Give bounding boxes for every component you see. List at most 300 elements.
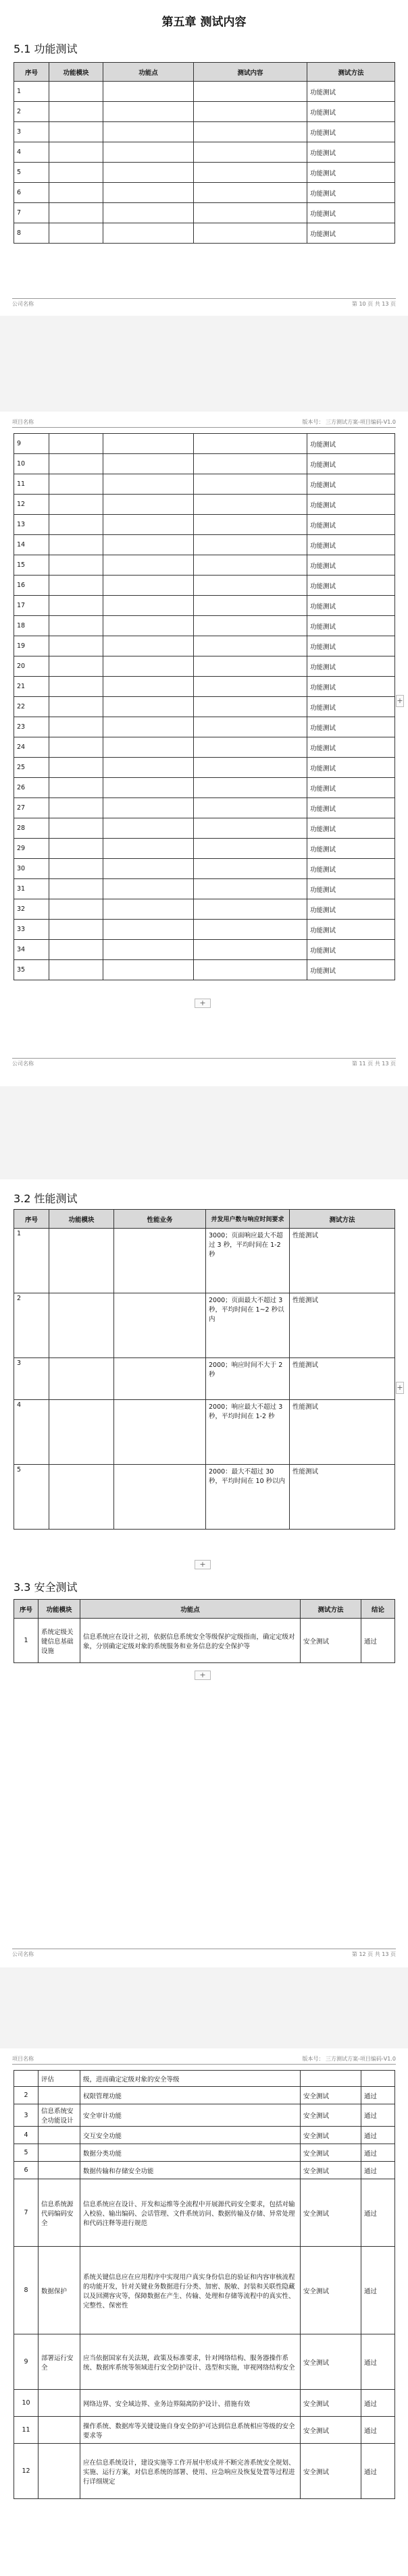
cell-method[interactable]: 安全测试	[301, 2390, 361, 2417]
cell-point[interactable]: 信息系统应在设计、开发和运维等全流程中开展源代码安全要求，包括对输入校验、输出编码、会话管理、文件系统访问、数据传输及存储、异常处理和代码注释等进行规范	[80, 2179, 301, 2247]
cell-result[interactable]: 通过	[361, 2127, 395, 2144]
cell-content[interactable]	[194, 839, 307, 859]
cell-method[interactable]: 功能测试	[307, 535, 395, 555]
cell-result[interactable]: 通过	[361, 2162, 395, 2179]
cell-method[interactable]: 功能测试	[307, 758, 395, 778]
cell-point[interactable]	[103, 899, 194, 920]
cell-method[interactable]: 功能测试	[307, 697, 395, 717]
table-row	[14, 2127, 395, 2144]
table-row	[14, 596, 395, 616]
security-table-part2	[14, 2070, 395, 2499]
cell-method[interactable]: 功能测试	[307, 656, 395, 677]
cell-method[interactable]: 功能测试	[307, 839, 395, 859]
table-row	[14, 677, 395, 697]
page-10	[0, 0, 408, 316]
cell-no[interactable]: 12	[14, 2444, 39, 2499]
page-gap	[0, 316, 408, 412]
cell-point[interactable]	[103, 677, 194, 697]
cell-method[interactable]: 安全测试	[301, 1619, 361, 1663]
cell-content[interactable]	[194, 122, 307, 142]
cell-method[interactable]: 功能测试	[307, 717, 395, 737]
cell-method[interactable]: 安全测试	[301, 2144, 361, 2162]
cell-result[interactable]: 通过	[361, 2087, 395, 2104]
cell-point[interactable]: 应当依据国家有关法规，政策及标准要求，针对网络结构、服务器操作系统、数据库系统等领域进行安全防护设计、选型和实施，审视网络结构安全	[80, 2334, 301, 2390]
cell-no[interactable]: 7	[14, 203, 49, 223]
cell-no[interactable]: 15	[14, 555, 49, 576]
cell-business[interactable]	[114, 1358, 206, 1400]
cell-content[interactable]	[194, 555, 307, 576]
cell-module[interactable]	[49, 859, 103, 879]
cell-module[interactable]	[39, 2144, 80, 2162]
cell-result[interactable]: 通过	[361, 2179, 395, 2247]
cell-content[interactable]	[194, 717, 307, 737]
cell-method[interactable]: 功能测试	[307, 555, 395, 576]
table-row	[14, 2417, 395, 2444]
cell-method[interactable]: 安全测试	[301, 2127, 361, 2144]
cell-module[interactable]	[49, 474, 103, 495]
footer-company: 公司名称	[12, 301, 34, 307]
cell-module[interactable]	[49, 203, 103, 223]
cell-module[interactable]	[49, 717, 103, 737]
cell-business[interactable]	[114, 1293, 206, 1358]
cell-method[interactable]: 安全测试	[301, 2087, 361, 2104]
cell-point[interactable]	[103, 717, 194, 737]
cell-point[interactable]	[103, 636, 194, 656]
cell-method[interactable]: 功能测试	[307, 636, 395, 656]
cell-method[interactable]: 性能测试	[290, 1465, 395, 1530]
footer-company: 公司名称	[12, 1061, 34, 1067]
cell-method[interactable]: 功能测试	[307, 737, 395, 758]
cell-no[interactable]: 29	[14, 839, 49, 859]
cell-point[interactable]	[103, 697, 194, 717]
cell-point[interactable]	[103, 434, 194, 454]
cell-module[interactable]	[49, 454, 103, 474]
cell-no[interactable]: 1	[14, 1229, 49, 1293]
cell-method[interactable]: 功能测试	[307, 677, 395, 697]
cell-no[interactable]: 4	[14, 1400, 49, 1465]
cell-no[interactable]: 28	[14, 818, 49, 839]
cell-no[interactable]: 3	[14, 122, 49, 142]
cell-point[interactable]	[103, 474, 194, 495]
cell-method[interactable]: 功能测试	[307, 122, 395, 142]
cell-no[interactable]: 4	[14, 2127, 39, 2144]
cell-method[interactable]: 功能测试	[307, 576, 395, 596]
cell-point[interactable]	[103, 555, 194, 576]
cell-no[interactable]: 5	[14, 2144, 39, 2162]
function-table-body-1	[14, 82, 395, 244]
cell-module[interactable]	[49, 1293, 114, 1358]
cell-content[interactable]	[194, 879, 307, 899]
cell-point[interactable]	[103, 576, 194, 596]
cell-module[interactable]	[49, 495, 103, 515]
cell-module[interactable]	[49, 142, 103, 163]
cell-no[interactable]: 26	[14, 778, 49, 798]
cell-module[interactable]	[49, 960, 103, 980]
cell-no[interactable]: 13	[14, 515, 49, 535]
table-row	[14, 818, 395, 839]
chapter-title: 第五章 测试内容	[161, 16, 247, 29]
cell-no[interactable]: 10	[14, 454, 49, 474]
cell-no[interactable]: 34	[14, 940, 49, 960]
col-header-content: 测试内容	[194, 63, 307, 82]
cell-requirement[interactable]: 2000；响应时间不大于 2 秒	[206, 1358, 290, 1400]
cell-no[interactable]: 35	[14, 960, 49, 980]
function-table-part2	[14, 433, 395, 980]
cell-no[interactable]: 4	[14, 142, 49, 163]
cell-point[interactable]	[103, 596, 194, 616]
cell-no[interactable]: 10	[14, 2390, 39, 2417]
cell-point[interactable]	[103, 859, 194, 879]
cell-point[interactable]	[103, 778, 194, 798]
cell-module[interactable]	[49, 223, 103, 244]
cell-method[interactable]: 功能测试	[307, 203, 395, 223]
cell-point[interactable]	[103, 102, 194, 122]
cell-module[interactable]	[49, 940, 103, 960]
cell-no[interactable]: 9	[14, 434, 49, 454]
cell-method[interactable]: 性能测试	[290, 1293, 395, 1358]
cell-module[interactable]: 信息系统源代码编码安全	[39, 2179, 80, 2247]
add-row-button[interactable]: +	[195, 999, 211, 1008]
cell-no[interactable]: 30	[14, 859, 49, 879]
cell-module[interactable]	[49, 163, 103, 183]
cell-content[interactable]	[194, 183, 307, 203]
cell-content[interactable]	[194, 616, 307, 636]
table-row	[14, 122, 395, 142]
cell-method[interactable]: 安全测试	[301, 2104, 361, 2127]
cell-no[interactable]: 23	[14, 717, 49, 737]
cell-method[interactable]: 功能测试	[307, 960, 395, 980]
cell-point[interactable]	[103, 920, 194, 940]
cell-requirement[interactable]: 2000；响应最大不超过 3 秒，平均时间在 1-2 秒	[206, 1400, 290, 1465]
cell-content[interactable]	[194, 656, 307, 677]
cell-point[interactable]	[103, 82, 194, 102]
cell-method[interactable]: 功能测试	[307, 616, 395, 636]
cell-method[interactable]: 安全测试	[301, 2444, 361, 2499]
cell-no[interactable]: 18	[14, 616, 49, 636]
cell-point[interactable]: 交互安全功能	[80, 2127, 301, 2144]
cell-content[interactable]	[194, 859, 307, 879]
cell-module[interactable]	[49, 677, 103, 697]
cell-content[interactable]	[194, 940, 307, 960]
footer-page-number: 第 11 页 共 13 页	[351, 1061, 396, 1067]
cell-content[interactable]	[194, 535, 307, 555]
cell-module[interactable]	[49, 1465, 114, 1530]
cell-content[interactable]	[194, 737, 307, 758]
cell-module[interactable]	[49, 183, 103, 203]
cell-method[interactable]: 功能测试	[307, 818, 395, 839]
col-header-point: 功能点	[103, 63, 194, 82]
cell-no[interactable]: 19	[14, 636, 49, 656]
cell-method[interactable]: 功能测试	[307, 434, 395, 454]
cell-content[interactable]	[194, 758, 307, 778]
cell-point[interactable]: 系统关键信息应在应用程序中实现用户真实身份信息的验证和内容审核流程的功能开发，针对关键业务数据进行分类、加密、脱敏、封装和关联性隐藏以及回溯容灾等，保障数据在产生、传输、处理和存储等流程中的真实性、完整性、保密性	[80, 2247, 301, 2334]
table-row	[14, 899, 395, 920]
cell-point[interactable]	[103, 656, 194, 677]
table-row	[14, 1358, 395, 1400]
cell-result[interactable]: 通过	[361, 2144, 395, 2162]
cell-module[interactable]	[49, 758, 103, 778]
cell-no[interactable]: 9	[14, 2334, 39, 2390]
cell-module[interactable]	[49, 434, 103, 454]
cell-point[interactable]: 安全审计功能	[80, 2104, 301, 2127]
cell-content[interactable]	[194, 142, 307, 163]
cell-module[interactable]	[49, 636, 103, 656]
cell-module[interactable]	[49, 697, 103, 717]
cell-content[interactable]	[194, 920, 307, 940]
cell-no[interactable]: 8	[14, 223, 49, 244]
section-title-security: 3.3 安全测试	[14, 1581, 78, 1594]
cell-method[interactable]: 功能测试	[307, 778, 395, 798]
cell-no[interactable]: 12	[14, 495, 49, 515]
cell-point[interactable]	[103, 142, 194, 163]
cell-method[interactable]: 功能测试	[307, 183, 395, 203]
cell-point[interactable]	[103, 122, 194, 142]
cell-point[interactable]	[103, 798, 194, 818]
cell-result[interactable]: 通过	[361, 2417, 395, 2444]
cell-business[interactable]	[114, 1465, 206, 1530]
cell-module[interactable]	[49, 1358, 114, 1400]
cell-no[interactable]: 5	[14, 1465, 49, 1530]
cell-point[interactable]	[103, 183, 194, 203]
cell-content[interactable]	[194, 223, 307, 244]
cell-point[interactable]: 级，进而确定定级对象的安全等级	[80, 2071, 301, 2087]
cell-point[interactable]	[103, 940, 194, 960]
cell-point[interactable]	[103, 737, 194, 758]
cell-content[interactable]	[194, 495, 307, 515]
cell-point[interactable]	[103, 223, 194, 244]
cell-method[interactable]: 功能测试	[307, 82, 395, 102]
cell-method[interactable]: 性能测试	[290, 1358, 395, 1400]
cell-point[interactable]	[103, 163, 194, 183]
cell-content[interactable]	[194, 515, 307, 535]
cell-point[interactable]	[103, 758, 194, 778]
cell-point[interactable]	[103, 960, 194, 980]
cell-point[interactable]: 数据分类功能	[80, 2144, 301, 2162]
cell-module[interactable]	[49, 839, 103, 859]
cell-module[interactable]	[49, 616, 103, 636]
page-gap	[0, 1967, 408, 2048]
cell-content[interactable]	[194, 454, 307, 474]
cell-module[interactable]: 评估	[39, 2071, 80, 2087]
cell-result[interactable]: 通过	[361, 2444, 395, 2499]
cell-point[interactable]	[103, 515, 194, 535]
cell-requirement[interactable]: 2000；页面最大不超过 3 秒，平均时间在 1~2 秒以内	[206, 1293, 290, 1358]
cell-module[interactable]	[49, 798, 103, 818]
cell-method[interactable]: 功能测试	[307, 223, 395, 244]
cell-no[interactable]: 17	[14, 596, 49, 616]
cell-no[interactable]: 3	[14, 2104, 39, 2127]
cell-point[interactable]: 应在信息系统设计，建设实施等工作开展中形成并不断完善系统安全规划、实施、运行方案，对信息系统的部署、使用、应急响应及恢复处置等过程进行详细规定	[80, 2444, 301, 2499]
cell-no[interactable]: 27	[14, 798, 49, 818]
cell-point[interactable]	[103, 495, 194, 515]
cell-content[interactable]	[194, 636, 307, 656]
cell-no[interactable]: 1	[14, 82, 49, 102]
cell-requirement[interactable]: 3000；页面响应最大不超过 3 秒，平均时间在 1-2 秒	[206, 1229, 290, 1293]
cell-content[interactable]	[194, 82, 307, 102]
cell-no[interactable]: 2	[14, 2087, 39, 2104]
cell-point[interactable]	[103, 454, 194, 474]
cell-module[interactable]	[39, 2444, 80, 2499]
cell-no[interactable]: 11	[14, 474, 49, 495]
cell-no[interactable]: 33	[14, 920, 49, 940]
cell-point[interactable]	[103, 203, 194, 223]
cell-no[interactable]: 6	[14, 2162, 39, 2179]
cell-module[interactable]	[39, 2127, 80, 2144]
cell-content[interactable]	[194, 434, 307, 454]
cell-requirement[interactable]: 2000：最大不超过 30 秒，平均时间在 10 秒以内	[206, 1465, 290, 1530]
cell-method[interactable]: 功能测试	[307, 859, 395, 879]
cell-method[interactable]: 安全测试	[301, 2417, 361, 2444]
cell-method[interactable]: 功能测试	[307, 102, 395, 122]
cell-module[interactable]: 数据保护	[39, 2247, 80, 2334]
cell-point[interactable]: 信息系统应在设计之初，依据信息系统安全等级保护定级指南，确定定级对象，分别确定定级对象的系统服务和业务信息的安全保护等	[80, 1619, 301, 1663]
cell-no[interactable]: 21	[14, 677, 49, 697]
table-row	[14, 142, 395, 163]
cell-content[interactable]	[194, 778, 307, 798]
cell-point[interactable]	[103, 839, 194, 859]
cell-method[interactable]: 安全测试	[301, 2162, 361, 2179]
cell-result[interactable]: 通过	[361, 1619, 395, 1663]
cell-result[interactable]: 通过	[361, 2104, 395, 2127]
cell-content[interactable]	[194, 203, 307, 223]
cell-business[interactable]	[114, 1229, 206, 1293]
cell-module[interactable]	[49, 1229, 114, 1293]
cell-point[interactable]	[103, 879, 194, 899]
cell-content[interactable]	[194, 960, 307, 980]
cell-module[interactable]	[49, 596, 103, 616]
add-row-button[interactable]: +	[195, 1671, 211, 1680]
col-header-no: 序号	[14, 63, 49, 82]
cell-module[interactable]	[49, 102, 103, 122]
cell-module[interactable]	[49, 1400, 114, 1465]
cell-method[interactable]: 功能测试	[307, 515, 395, 535]
cell-result[interactable]: 通过	[361, 2247, 395, 2334]
cell-no[interactable]: 3	[14, 1358, 49, 1400]
cell-content[interactable]	[194, 818, 307, 839]
cell-content[interactable]	[194, 677, 307, 697]
function-table-part1	[14, 62, 395, 244]
cell-no[interactable]: 11	[14, 2417, 39, 2444]
cell-method[interactable]: 功能测试	[307, 899, 395, 920]
cell-no[interactable]: 25	[14, 758, 49, 778]
cell-method[interactable]: 性能测试	[290, 1400, 395, 1465]
cell-no[interactable]: 2	[14, 102, 49, 122]
cell-no[interactable]: 6	[14, 183, 49, 203]
cell-module[interactable]	[49, 818, 103, 839]
cell-no[interactable]: 1	[14, 1619, 39, 1663]
cell-module[interactable]	[49, 576, 103, 596]
add-column-button[interactable]: +	[396, 695, 404, 707]
cell-point[interactable]: 操作系统、数据库等关键设施自身安全防护可达到信息系统相应等级的安全要求等	[80, 2417, 301, 2444]
cell-content[interactable]	[194, 798, 307, 818]
cell-content[interactable]	[194, 163, 307, 183]
cell-content[interactable]	[194, 697, 307, 717]
cell-method[interactable]: 安全测试	[301, 2334, 361, 2390]
cell-method[interactable]: 功能测试	[307, 879, 395, 899]
col-header-result: 结论	[361, 1600, 395, 1619]
cell-content[interactable]	[194, 576, 307, 596]
cell-method[interactable]: 功能测试	[307, 142, 395, 163]
header-page-13	[12, 2054, 396, 2065]
cell-module[interactable]	[39, 2087, 80, 2104]
cell-module[interactable]: 信息系统安全功能设计	[39, 2104, 80, 2127]
cell-method[interactable]: 性能测试	[290, 1229, 395, 1293]
cell-no[interactable]: 22	[14, 697, 49, 717]
table-row	[14, 515, 395, 535]
cell-module[interactable]	[49, 122, 103, 142]
cell-content[interactable]	[194, 596, 307, 616]
add-column-button[interactable]: +	[396, 1382, 404, 1394]
cell-content[interactable]	[194, 102, 307, 122]
cell-method[interactable]: 功能测试	[307, 454, 395, 474]
cell-no[interactable]: 32	[14, 899, 49, 920]
cell-business[interactable]	[114, 1400, 206, 1465]
cell-module[interactable]	[49, 737, 103, 758]
cell-module[interactable]	[49, 778, 103, 798]
cell-method[interactable]: 安全测试	[301, 2247, 361, 2334]
cell-no[interactable]: 2	[14, 1293, 49, 1358]
cell-no[interactable]: 7	[14, 2179, 39, 2247]
cell-module[interactable]	[39, 2417, 80, 2444]
cell-no[interactable]: 16	[14, 576, 49, 596]
cell-module[interactable]	[39, 2390, 80, 2417]
cell-result[interactable]: 通过	[361, 2334, 395, 2390]
cell-no[interactable]: 20	[14, 656, 49, 677]
cell-result[interactable]: 通过	[361, 2390, 395, 2417]
cell-no[interactable]: 5	[14, 163, 49, 183]
cell-content[interactable]	[194, 474, 307, 495]
cell-module[interactable]	[49, 920, 103, 940]
cell-module[interactable]	[49, 879, 103, 899]
cell-module[interactable]	[49, 555, 103, 576]
cell-module[interactable]	[49, 899, 103, 920]
table-row	[14, 183, 395, 203]
cell-point[interactable]: 网络边界、安全域边界、业务边界隔离防护设计、措施有效	[80, 2390, 301, 2417]
cell-method[interactable]: 安全测试	[301, 2179, 361, 2247]
cell-module[interactable]: 部署运行安全	[39, 2334, 80, 2390]
cell-module[interactable]	[49, 535, 103, 555]
table-row	[14, 920, 395, 940]
cell-no[interactable]: 14	[14, 535, 49, 555]
add-row-button[interactable]: +	[195, 1560, 211, 1569]
header-project: 项目名称	[12, 419, 34, 425]
cell-method[interactable]: 功能测试	[307, 920, 395, 940]
cell-module[interactable]	[39, 2162, 80, 2179]
cell-point[interactable]	[103, 535, 194, 555]
cell-point[interactable]: 权限管理功能	[80, 2087, 301, 2104]
col-header-no: 序号	[14, 1600, 39, 1619]
cell-method[interactable]: 功能测试	[307, 163, 395, 183]
cell-point[interactable]	[103, 818, 194, 839]
cell-point[interactable]: 数据传输和存储安全功能	[80, 2162, 301, 2179]
cell-module[interactable]	[49, 82, 103, 102]
cell-no[interactable]: 31	[14, 879, 49, 899]
cell-module[interactable]: 系统定级关键信息基础设施	[39, 1619, 80, 1663]
cell-module[interactable]	[49, 656, 103, 677]
cell-method[interactable]: 功能测试	[307, 798, 395, 818]
cell-no[interactable]: 24	[14, 737, 49, 758]
footer-page-10	[12, 298, 396, 308]
cell-module[interactable]	[49, 515, 103, 535]
cell-no[interactable]: 8	[14, 2247, 39, 2334]
col-header-method: 测试方法	[290, 1210, 395, 1229]
cell-method[interactable]: 功能测试	[307, 474, 395, 495]
cell-method[interactable]: 功能测试	[307, 940, 395, 960]
cell-method[interactable]: 功能测试	[307, 596, 395, 616]
cell-content[interactable]	[194, 899, 307, 920]
cell-method[interactable]: 功能测试	[307, 495, 395, 515]
cell-point[interactable]	[103, 616, 194, 636]
